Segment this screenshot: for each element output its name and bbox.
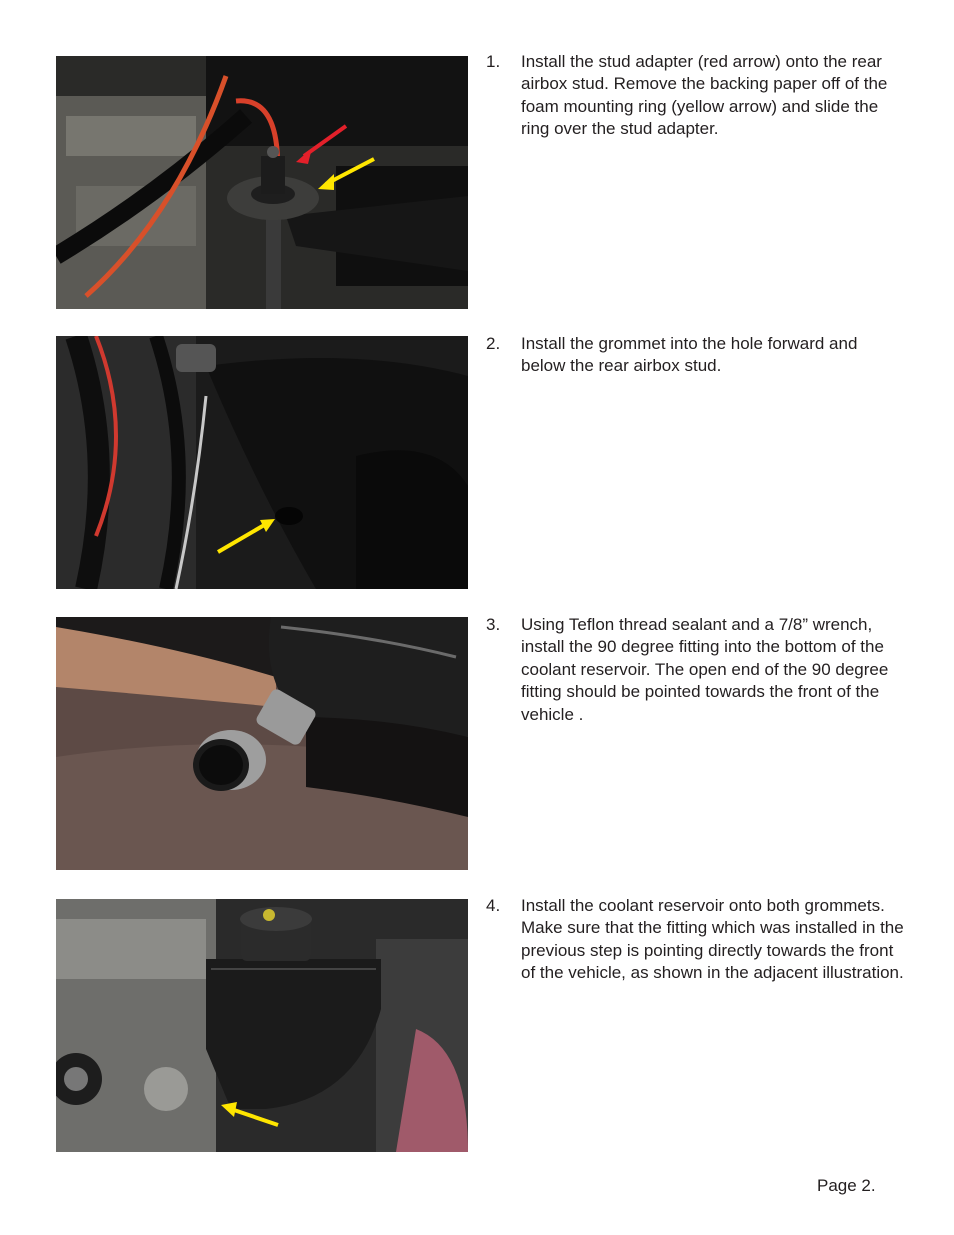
- step-3: [486, 614, 906, 726]
- step-text: Install the grommet into the hole forward and below the rear airbox stud.: [521, 334, 858, 376]
- step-text: Using Teflon thread sealant and a 7/8” wrench, install the 90 degree fitting into the bottom of the coolant reservoir. The open end of the 90 degree fitting should be pointed towards the front of the vehicle .: [521, 615, 889, 724]
- photo-grommet: [56, 336, 468, 589]
- photo-90-degree-fitting: [56, 617, 468, 870]
- step-text: Install the stud adapter (red arrow) onto the rear airbox stud. Remove the backing paper off of the foam mounting ring (yellow arrow) and slide the ring over the stud adapter.: [521, 52, 888, 139]
- step-number: 4.: [486, 896, 501, 915]
- step-number: 1.: [486, 52, 501, 71]
- step-4: [486, 895, 906, 985]
- photo-stud-adapter: [56, 56, 468, 309]
- page-number: Page 2.: [817, 1176, 876, 1195]
- step-text: Install the coolant reservoir onto both grommets. Make sure that the fitting which was installed in the previous step is pointing directly towards the front of the vehicle, as shown in the adjacent illustration.: [521, 896, 904, 983]
- step-1: [486, 51, 906, 141]
- step-number: 2.: [486, 334, 501, 353]
- step-number: 3.: [486, 615, 501, 634]
- step-2: [486, 333, 906, 378]
- photo-coolant-reservoir: [56, 899, 468, 1152]
